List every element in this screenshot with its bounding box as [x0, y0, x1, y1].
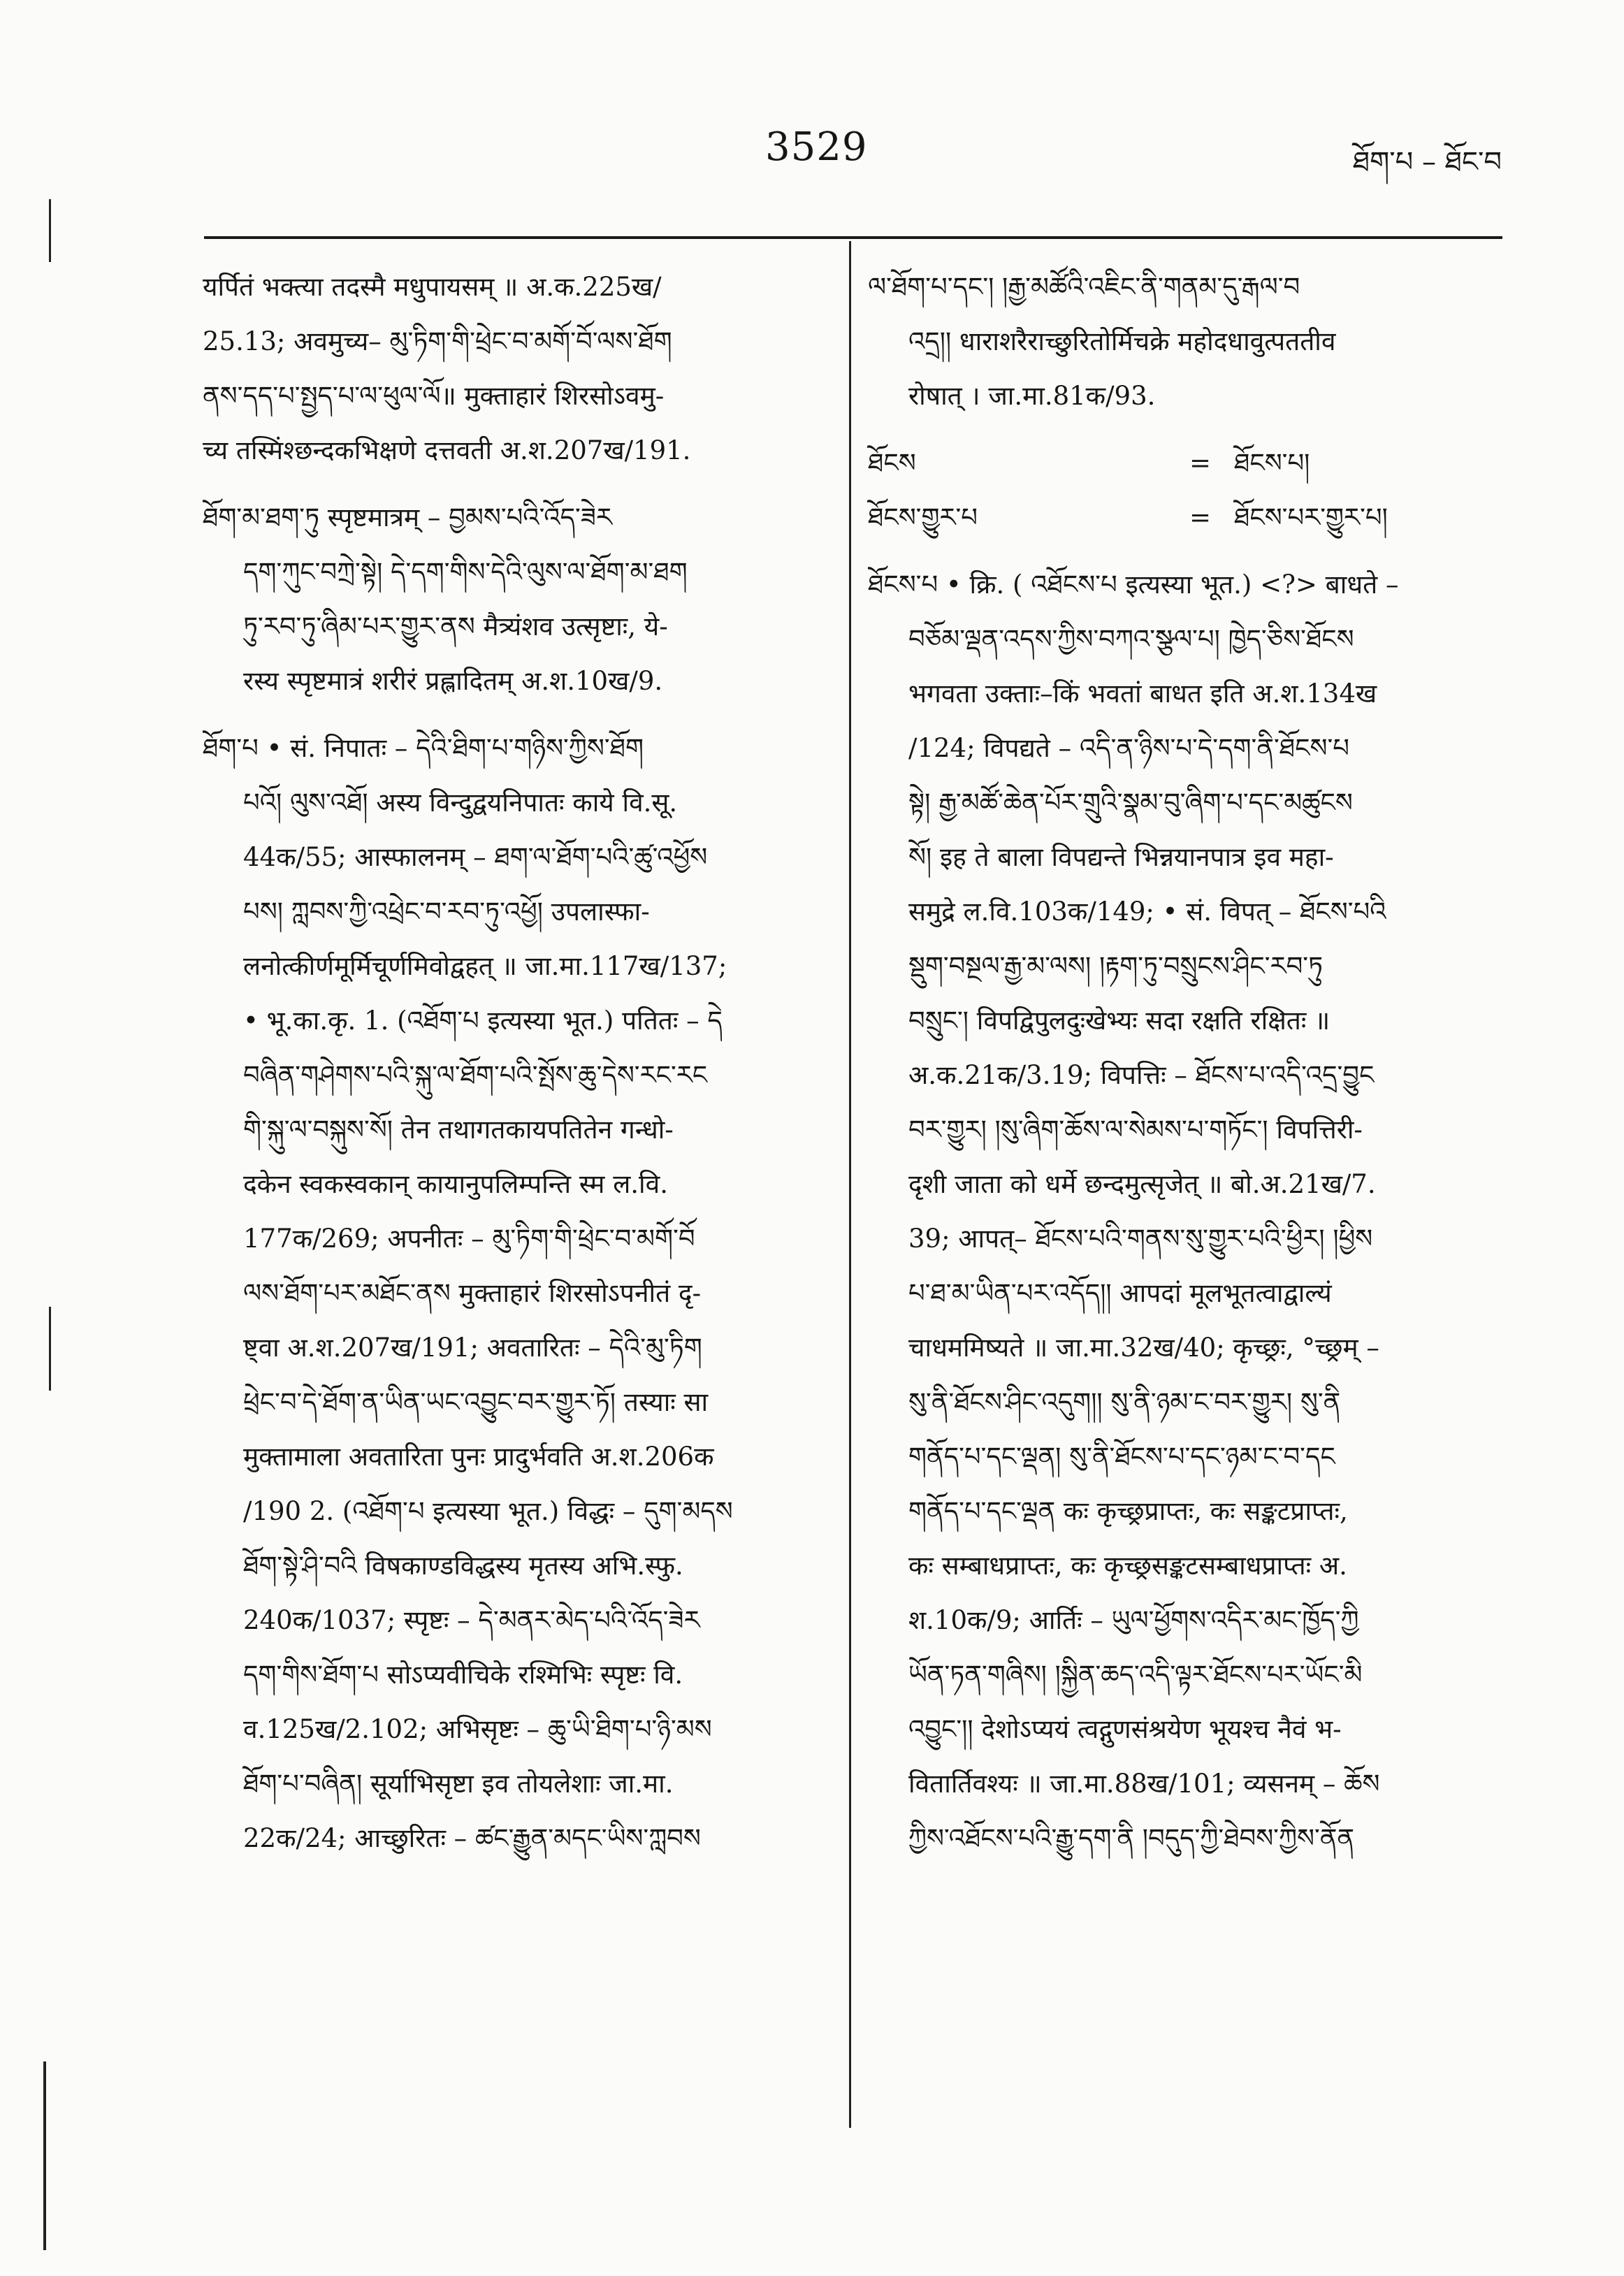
- text-line: པའོ། ལུས་འཐོ། अस्य विन्दुद्वयनिपातः काये वि.सू.: [243, 788, 678, 818]
- text-line: श.10क/9; आर्तिः – ཡུལ་ཕྱོགས་འདིར་མང་ཁྱོད་ཀྱི: [908, 1605, 1359, 1635]
- text-line: 22क/24; आच्छुरितः – ཚང་རྒྱུན་མདང་ཡིས་ཀླབས: [243, 1823, 701, 1853]
- left-column: [203, 260, 825, 1878]
- page-number: 3529: [765, 124, 868, 170]
- text-line: ष्ट्वा अ.श.207ख/191; अवतारितः – དེའི་མུ་ཏིག: [243, 1333, 702, 1363]
- right-column: [868, 260, 1493, 1878]
- text-line: བར་གྱུར། །སུ་ཞིག་ཆོས་ལ་སེམས་པ་གཏོང་། विपत्तिरी-: [908, 1115, 1363, 1145]
- dictionary-entry: [868, 558, 1493, 1866]
- text-line: यर्पितं भक्त्या तदस्मै मधुपायसम् ॥ अ.क.225ख/: [203, 272, 662, 302]
- text-line: ཐོག་པ་བཞིན། सूर्याभिसृष्टा इव तोयलेशाः जा.मा.: [243, 1769, 674, 1799]
- text-line: འདྲ།། धाराशरैराच्छुरितोर्मिचक्रे महोदधावुत्पततीव: [908, 326, 1336, 356]
- header-rule: [204, 236, 1502, 239]
- text-line: 39; आपत्– ཐོངས་པའི་གནས་སུ་གྱུར་པའི་ཕྱིར། །ཕྱིས: [908, 1224, 1373, 1254]
- text-line: ལ་ཐོག་པ་དང་། །རྒྱ་མཚོའི་འཇིང་ནི་གནམ་དུ་རྒལ་བ: [868, 272, 1300, 302]
- text-line: བཅོམ་ལྡན་འདས་ཀྱིས་བཀའ་སྩལ་པ། ཁྱེད་ཅིས་ཐོངས: [908, 624, 1354, 654]
- text-line: གནོད་པ་དང་ལྡན कः कृच्छ्रप्राप्तः, कः सङ्कटप्राप्तः,: [908, 1496, 1348, 1526]
- text-line: བསྲུང་། विपद्विपुलदुःखेभ्यः सदा रक्षति रक्षितः ॥: [908, 1006, 1331, 1036]
- text-line: मुक्तामाला अवतारिता पुनः प्रादुर्भवति अ.श.206क: [243, 1442, 714, 1472]
- text-line: 240क/1037; स्पृष्टः – དེ་མནར་མེད་པའི་འོད་ཟེར: [243, 1605, 700, 1635]
- text-line: /124; विपद्यते – འདི་ན་ཉིས་པ་དེ་དག་ནི་ཐོངས་པ: [908, 733, 1349, 763]
- text-line: रोषात् । जा.मा.81क/93.: [908, 381, 1156, 411]
- text-line: ཏུ་རབ་ཏུ་ཞིམ་པར་གྱུར་ནས मैत्र्यंशव उत्सृष्टाः, ये-: [243, 611, 668, 642]
- equals-sign: =: [1189, 502, 1212, 532]
- text-line: वितार्तिवश्यः ॥ जा.मा.88ख/101; व्यसनम् – ཆོས: [908, 1769, 1380, 1799]
- text-line: च्य तस्मिंश्छन्दकभिक्षणे दत्तवती अ.श.207ख/191.: [203, 435, 691, 465]
- entry-continuation: [203, 260, 825, 478]
- dictionary-entry: [203, 491, 825, 709]
- text-line: 177क/269; अपनीतः – མུ་ཏིག་གི་ཕྲེང་བ་མགོ་བོ: [243, 1224, 695, 1254]
- scan-edge-mark: [49, 1307, 51, 1391]
- text-line: སྟེ། རྒྱ་མཚོ་ཆེན་པོར་གྲུའི་སྣམ་བུ་ཞིག་པ་དང་མཚུངས: [908, 788, 1353, 818]
- entry-headline: ཐོག་མ་ཐག་ཏུ स्पृष्टमात्रम् – བྱམས་པའི་འོད་ཟེར: [203, 502, 612, 532]
- text-line: रस्य स्पृष्टमात्रं शरीरं प्रह्लादितम् अ.श.10ख/9.: [243, 666, 663, 696]
- headword: ཐོངས: [868, 448, 916, 478]
- text-line: 44क/55; आस्फालनम् – ཐག་ལ་ཐོག་པའི་ཚུ་འཕྱོས: [243, 842, 708, 872]
- text-line: • भू.का.कृ. 1. (འཐོག་པ इत्यस्या भूत.) पतितः – དེ: [243, 1006, 723, 1036]
- text-line: དག་ཀུང་བཀྲེ་སྟེ། དེ་དག་གིས་དེའི་ལུས་ལ་ཐོག་མ་ཐག: [243, 557, 688, 587]
- entry-headline: ཐོག་པ • सं. निपातः – དེའི་ཐིག་པ་གཉིས་ཀྱིས་ཐོག: [203, 733, 644, 763]
- text-line: དག་གིས་ཐོག་པ सोऽप्यवीचिके रश्मिभिः स्पृष्टः वि.: [243, 1660, 683, 1690]
- text-line: /190 2. (འཐོག་པ इत्यस्या भूत.) विद्धः – དུག་མདས: [243, 1496, 733, 1526]
- text-line: व.125ख/2.102; अभिसृष्टः – ཆུ་ཡི་ཐིག་པ་ཉི་མས: [243, 1714, 712, 1744]
- text-line: अ.क.21क/3.19; विपत्तिः – ཐོངས་པ་འདི་འདྲ་བྱུང: [908, 1060, 1375, 1090]
- text-line: འབྱུང་།། देशोऽप्ययं त्वद्गुणसंश्रयेण भूयश्च नैवं भ-: [908, 1714, 1342, 1744]
- text-line: दृशी जाता को धर्मे छन्दमुत्सृजेत् ॥ बो.अ.21ख/7.: [908, 1169, 1376, 1199]
- text-line: कः सम्बाधप्राप्तः, कः कृच्छ्रसङ्कटसम्बाधप्राप्तः अ.: [908, 1551, 1347, 1581]
- text-line: दकेन स्वकस्वकान् कायानुपलिम्पन्ति स्म ल.वि.: [243, 1169, 668, 1199]
- text-line: སྡུག་བསྔལ་རྒྱ་མ་ལས། །རྟག་ཏུ་བསྲུངས་ཤིང་རབ་ཏུ: [908, 951, 1324, 981]
- text-line: ལས་ཐོག་པར་མཐོང་ནས मुक्ताहारं शिरसोऽपनीतं दृ-: [243, 1278, 702, 1308]
- text-line: སོ། इह ते बाला विपद्यन्ते भिन्नयानपात्र इव महा-: [908, 842, 1334, 872]
- text-line: སུ་ནི་ཐོངས་ཤིང་འདུག།། སུ་ནི་ཉམ་ང་བར་གྱུར། སུ་ནི: [908, 1387, 1341, 1417]
- reference-target: ཐོངས་པར་གྱུར་པ།: [1234, 502, 1388, 532]
- text-line: समुद्रे ल.वि.103क/149; • सं. विपत् – ཐོངས་པའི: [908, 897, 1386, 927]
- running-head: ཐོག་པ – ཐོང་བ: [1352, 146, 1502, 178]
- scan-edge-mark: [49, 199, 51, 262]
- text-line: ཡོན་ཏན་གཞིས། །སྐྱིན་ཆད་འདི་ལྟར་ཐོངས་པར་ཡོང་མི: [908, 1660, 1363, 1690]
- text-line: གི་སྐུ་ལ་བསྐུས་སོ། तेन तथागतकायपतितेन गन्धो-: [243, 1115, 674, 1145]
- equals-sign: =: [1189, 448, 1212, 478]
- text-line: लनोत्कीर्णमूर्मिचूर्णमिवोद्वहत् ॥ जा.मा.117ख/137;: [243, 951, 727, 981]
- text-line: བཞིན་གཤེགས་པའི་སྐུ་ལ་ཐོག་པའི་སྤོས་ཆུ་དེས་རང་རང: [243, 1060, 708, 1090]
- text-line: ཕྲེང་བ་དེ་ཐོག་ན་ཡིན་ཡང་འབྱུང་བར་གྱུར་ཏོ། तस्याः सा: [243, 1387, 709, 1417]
- text-line: གནོད་པ་དང་ལྡན། སུ་ནི་ཐོངས་པ་དང་ཉམ་ང་བ་དང: [908, 1442, 1335, 1472]
- scan-edge-mark: [43, 2061, 46, 2250]
- dictionary-entry: [203, 721, 825, 1866]
- text-line: चाधममिष्यते ॥ जा.मा.32ख/40; कृच्छ्रः, °च्छ्रम् –: [908, 1333, 1379, 1363]
- text-line: ཀྱིས་འཐོངས་པའི་རྒྱུ་དག་ནི །བདུད་ཀྱི་ཐེབས་ཀྱིས་ནོན: [908, 1823, 1355, 1853]
- text-line: པས། ཀླབས་ཀྱི་འཕྲེང་བ་རབ་ཏུ་འཕྱོ། उपलास्फा-: [243, 897, 650, 927]
- entry-continuation: [868, 260, 1493, 423]
- text-line: ཐོག་སྟེ་ཤི་བའི विषकाण्डविद्धस्य मृतस्य अभि.स्फु.: [243, 1551, 683, 1581]
- text-line: པ་ཐ་མ་ཡིན་པར་འདོད།། आपदां मूलभूतत्वाद्वाल्यं: [908, 1278, 1332, 1308]
- text-line: ནས་དད་པ་སྤྱད་པ་ལ་ཕུལ་ལོ॥ मुक्ताहारं शिरसोऽवमु-: [203, 381, 665, 411]
- cross-reference-entry: [868, 491, 1493, 545]
- entry-headline: ཐོངས་པ • क्रि. ( འཐོངས་པ इत्यस्या भूत.) <?> बाधते –: [868, 570, 1399, 600]
- headword: ཐོངས་གྱུར་པ: [868, 502, 978, 532]
- reference-target: ཐོངས་པ།: [1234, 448, 1310, 478]
- column-divider: [849, 241, 851, 2128]
- text-line: 25.13; अवमुच्य– མུ་ཏིག་གི་ཕྲེང་བ་མགོ་བོ་ལས་ཐོག: [203, 326, 672, 356]
- text-line: भगवता उक्ताः–किं भवतां बाधत इति अ.श.134ख: [908, 679, 1377, 709]
- cross-reference-entry: [868, 436, 1493, 491]
